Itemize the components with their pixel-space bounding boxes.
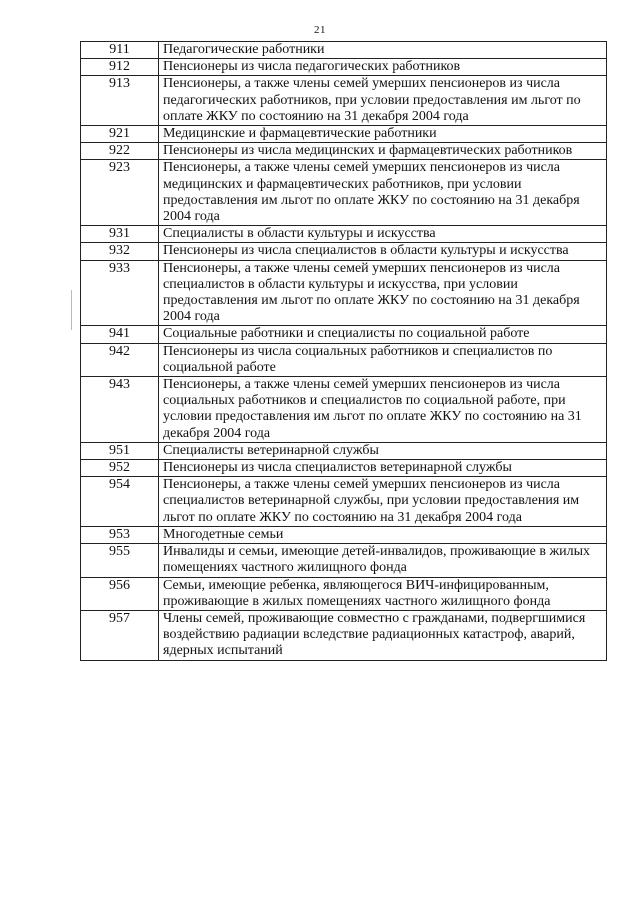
table-row bbox=[81, 577, 607, 610]
category-code-cell: 931 bbox=[81, 226, 159, 243]
category-code-cell: 913 bbox=[81, 76, 159, 126]
table-row bbox=[81, 442, 607, 459]
category-code-cell: 941 bbox=[81, 326, 159, 343]
category-description-cell: Пенсионеры, а также члены семей умерших пенсионеров из числа педагогических работников, при условии предоставления им льгот по оплате ЖКУ по состоянию на 31 декабря 2004 года bbox=[159, 76, 607, 126]
category-description-cell: Пенсионеры из числа социальных работников и специалистов по социальной работе bbox=[159, 343, 607, 376]
table-row bbox=[81, 260, 607, 326]
category-description-cell: Семьи, имеющие ребенка, являющегося ВИЧ-инфицированным, проживающие в жилых помещениях частного жилищного фонда bbox=[159, 577, 607, 610]
category-code-cell: 953 bbox=[81, 526, 159, 543]
table-row bbox=[81, 526, 607, 543]
table-row bbox=[81, 610, 607, 660]
table-row bbox=[81, 326, 607, 343]
category-description-cell: Члены семей, проживающие совместно с гражданами, подвергшимися воздействию радиации вследствие радиационных катастроф, аварий, ядерных испытаний bbox=[159, 610, 607, 660]
category-code-cell: 911 bbox=[81, 42, 159, 59]
page-number: 21 bbox=[314, 24, 326, 36]
table-row bbox=[81, 126, 607, 143]
scan-artifact-line bbox=[71, 290, 72, 330]
table-body bbox=[81, 42, 607, 661]
category-code-cell: 923 bbox=[81, 160, 159, 226]
category-description-cell: Пенсионеры из числа педагогических работников bbox=[159, 59, 607, 76]
category-description-cell: Пенсионеры, а также члены семей умерших пенсионеров из числа специалистов в области культуры и искусства, при условии предоставления им льгот по оплате ЖКУ по состоянию на 31 декабря 2004 года bbox=[159, 260, 607, 326]
category-code-cell: 933 bbox=[81, 260, 159, 326]
category-code-cell: 957 bbox=[81, 610, 159, 660]
table-row bbox=[81, 477, 607, 527]
category-description-cell: Многодетные семьи bbox=[159, 526, 607, 543]
category-description-cell: Педагогические работники bbox=[159, 42, 607, 59]
category-description-cell: Пенсионеры из числа специалистов в области культуры и искусства bbox=[159, 243, 607, 260]
table-row bbox=[81, 226, 607, 243]
category-description-cell: Пенсионеры, а также члены семей умерших пенсионеров из числа специалистов ветеринарной службы, при условии предоставления им льгот по оплате ЖКУ по состоянию на 31 декабря 2004 года bbox=[159, 477, 607, 527]
category-description-cell: Социальные работники и специалисты по социальной работе bbox=[159, 326, 607, 343]
table-row bbox=[81, 544, 607, 577]
category-description-cell: Пенсионеры, а также члены семей умерших пенсионеров из числа социальных работников и специалистов по социальной работе, при условии предоставления им льгот по оплате ЖКУ по состоянию на 31 декабря 2004 года bbox=[159, 377, 607, 443]
table-row bbox=[81, 460, 607, 477]
table-row bbox=[81, 143, 607, 160]
category-code-cell: 943 bbox=[81, 377, 159, 443]
category-code-cell: 932 bbox=[81, 243, 159, 260]
category-description-cell: Медицинские и фармацевтические работники bbox=[159, 126, 607, 143]
category-code-cell: 922 bbox=[81, 143, 159, 160]
category-code-cell: 955 bbox=[81, 544, 159, 577]
table-row bbox=[81, 243, 607, 260]
category-codes-table bbox=[80, 41, 607, 661]
category-code-cell: 912 bbox=[81, 59, 159, 76]
category-code-cell: 952 bbox=[81, 460, 159, 477]
category-code-cell: 954 bbox=[81, 477, 159, 527]
table-row bbox=[81, 42, 607, 59]
category-code-cell: 942 bbox=[81, 343, 159, 376]
category-description-cell: Специалисты ветеринарной службы bbox=[159, 442, 607, 459]
table-row bbox=[81, 343, 607, 376]
category-description-cell: Пенсионеры, а также члены семей умерших пенсионеров из числа медицинских и фармацевтических работников, при условии предоставления им льгот по оплате ЖКУ по состоянию на 31 декабря 2004 года bbox=[159, 160, 607, 226]
category-description-cell: Инвалиды и семьи, имеющие детей-инвалидов, проживающие в жилых помещениях частного жилищного фонда bbox=[159, 544, 607, 577]
table-row bbox=[81, 59, 607, 76]
category-description-cell: Пенсионеры из числа специалистов ветеринарной службы bbox=[159, 460, 607, 477]
table-row bbox=[81, 377, 607, 443]
category-code-cell: 951 bbox=[81, 442, 159, 459]
table-row bbox=[81, 160, 607, 226]
category-code-cell: 956 bbox=[81, 577, 159, 610]
category-code-cell: 921 bbox=[81, 126, 159, 143]
category-description-cell: Специалисты в области культуры и искусства bbox=[159, 226, 607, 243]
table-row bbox=[81, 76, 607, 126]
category-description-cell: Пенсионеры из числа медицинских и фармацевтических работников bbox=[159, 143, 607, 160]
